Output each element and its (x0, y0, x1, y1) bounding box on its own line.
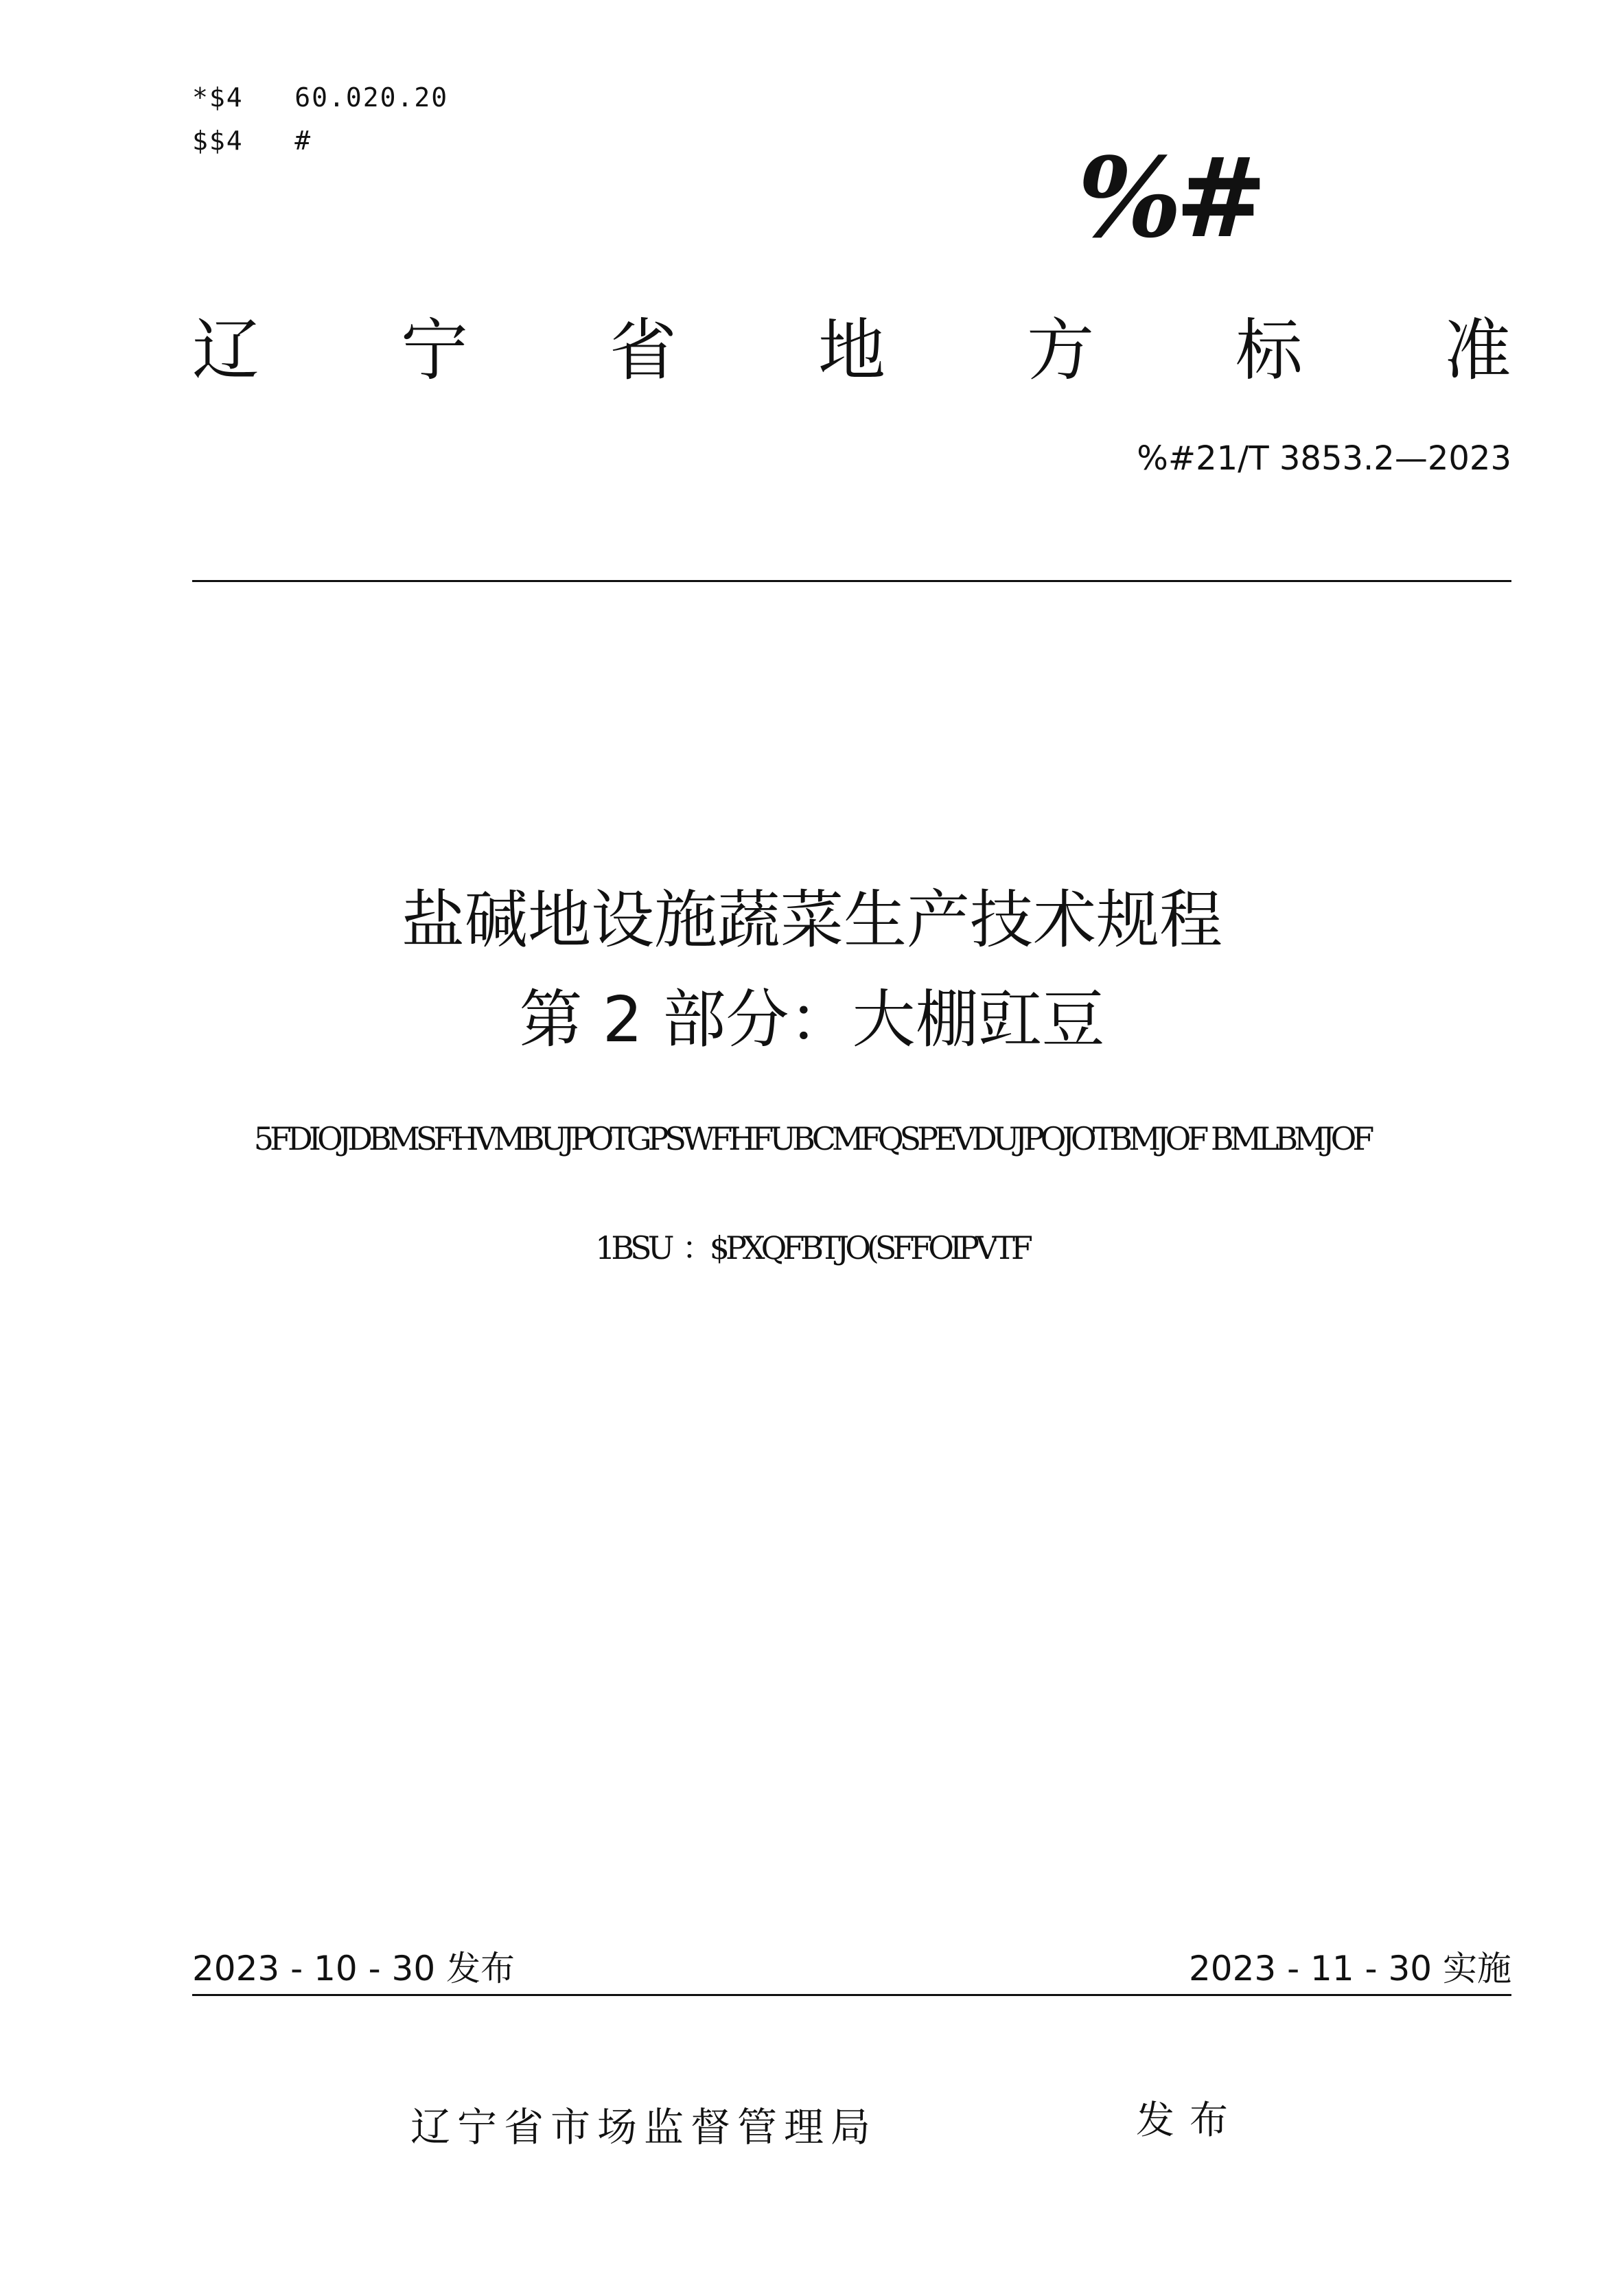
implementation-date: 2023 - 11 - 30 实施 (1188, 1949, 1511, 1988)
standard-class-char: 宁 (400, 312, 468, 390)
top-divider (192, 580, 1511, 582)
standard-class-char: 准 (1443, 312, 1511, 390)
standard-class-char: 方 (1026, 312, 1094, 390)
document-title: 盐碱地设施蔬菜生产技术规程 (401, 883, 1222, 957)
standard-class-char: 标 (1235, 312, 1303, 390)
issue-date: 2023 - 10 - 30 发布 (192, 1949, 515, 1988)
standard-class-char: 省 (609, 312, 677, 390)
standard-class-char: 辽 (192, 312, 260, 390)
english-title: 5FDIOJDBMSFHVMBUJPOTGPSWFHFUBCMFQSPEVDUJPOJOTBMJOF BMLBMJOF (253, 1120, 1371, 1157)
issuing-authority: 辽宁省市场监督管理局 (410, 2104, 878, 2150)
standard-class-char: 地 (817, 312, 885, 390)
document-subtitle: 第 2 部分：大棚豇豆 (519, 983, 1105, 1056)
ics-code: *$4 60.020.20 (192, 82, 449, 113)
ccs-code: $$4 # (192, 126, 312, 156)
publish-label: 发布 (1136, 2098, 1243, 2143)
db-standard-logo: %# (1078, 133, 1261, 262)
bottom-divider (192, 1994, 1511, 1996)
english-subtitle: 1BSU ：$PXQFBTJO(SFFOIPVTF (595, 1229, 1029, 1266)
standard-number: %#21/T 3853.2—2023 (1137, 439, 1511, 478)
standard-classification (192, 314, 1511, 389)
